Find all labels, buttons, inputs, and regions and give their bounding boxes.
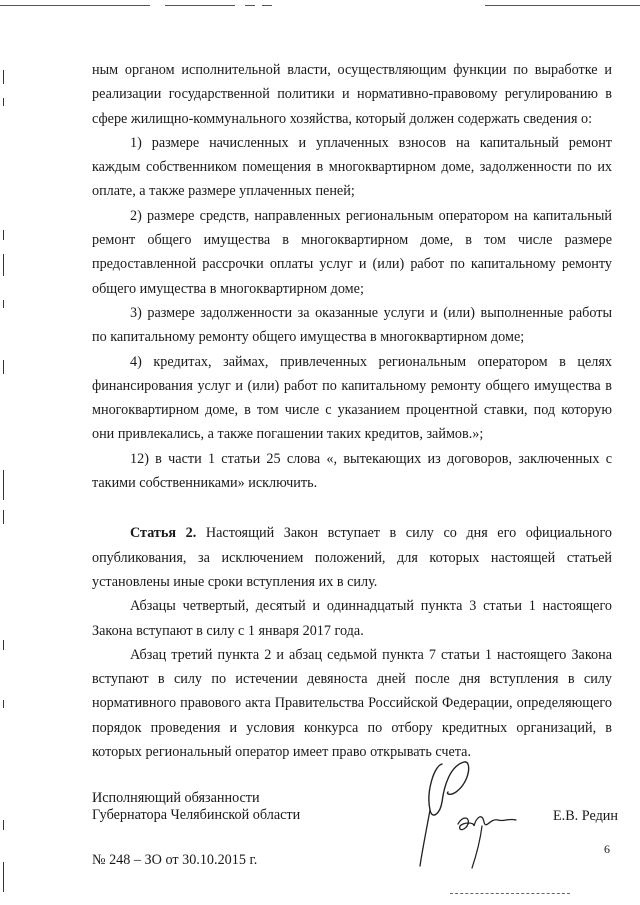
scan-margin-marks	[0, 0, 8, 905]
paragraph-item-12: 12) в части 1 статьи 25 слова «, вытекающих из договоров, заключенных с такими собственниками» исключить.	[92, 450, 612, 492]
article-2-text: Настоящий Закон вступает в силу со дня его официального опубликования, за исключением положений, для которых настоящей статьей установлены иные сроки вступления их в силу.	[92, 525, 613, 590]
paragraph-item-1: 1) размере начисленных и уплаченных взносов на капитальный ремонт каждым собственником помещения в многоквартирном доме, задолженности по их оплате, а также размере уплаченных пеней;	[92, 134, 612, 200]
article-2-paragraph	[92, 521, 612, 594]
document-number: № 248 – ЗО от 30.10.2015 г.	[92, 852, 258, 868]
paragraph-item-4: 4) кредитах, займах, привлеченных региональным оператором в целях финансирования услуг и (или) работ по капитальному ремонту общего имущества в многоквартирном доме, в том числе с указанием процентной ставки, под которую они привлекались, а также погашении таких кредитов, займов.»;	[92, 353, 612, 443]
paragraph-intro: ным органом исполнительной власти, осуществляющим функции по выработке и реализации государственной политики и нормативно-правовому регулированию в сфере жилищно-коммунального хозяйства, который должен содержать сведения о:	[92, 62, 612, 127]
article-2-title: Статья 2.	[130, 525, 197, 542]
signatory-name: Е.В. Редин	[553, 808, 618, 824]
paragraph-item-2: 2) размере средств, направленных региональным оператором на капитальный ремонт общего имущества в многоквартирном доме, в том числе размере предоставленной рассрочки оплаты услуг и (или) работ по капитальному ремонту общего имущества в многоквартирном доме;	[92, 207, 612, 297]
signatory-position-line-2: Губернатора Челябинской области	[92, 807, 301, 823]
paragraph-effective-2017: Абзацы четвертый, десятый и одиннадцатый пункта 3 статьи 1 настоящего Закона вступают в силу с 1 января 2017 года.	[92, 598, 612, 639]
scan-bottom-edge	[450, 893, 570, 896]
handwritten-signature	[412, 752, 542, 872]
scan-top-edge	[0, 2, 640, 12]
signatory-position	[92, 790, 300, 824]
page-number: 6	[604, 842, 610, 856]
signatory-position-line-1: Исполняющий обязанности	[92, 790, 260, 806]
paragraph-effective-90-days: Абзац третий пункта 2 и абзац седьмой пункта 7 статьи 1 настоящего Закона вступают в силу по истечении девяноста дней после дня вступления в силу нормативного правового акта Правительства Российской Федерации, определяющего порядок проведения и условия конкурса по отбору кредитных организаций, в которых региональный оператор имеет право открывать счета.	[92, 646, 612, 761]
document-body	[92, 58, 612, 764]
paragraph-item-3: 3) размере задолженности за оказанные услуги и (или) выполненные работы по капитальному ремонту общего имущества в многоквартирном доме;	[92, 304, 612, 346]
